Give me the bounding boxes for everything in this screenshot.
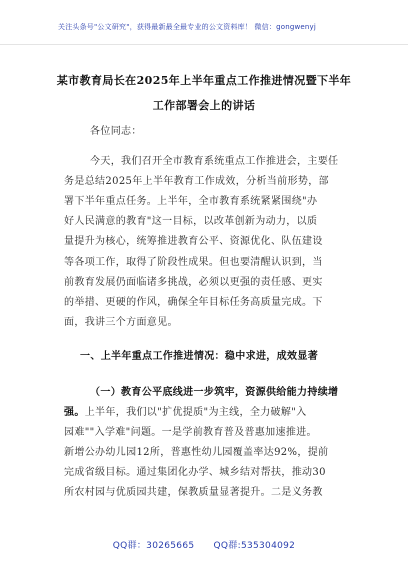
subsection-heading-1: （一）教育公平底线进一步筑牢，资源供给能力持续增 — [90, 387, 339, 398]
paragraph-line: 务是总结2025年上半年教育工作成效，分析当前形势，部 — [64, 176, 329, 187]
header-bar — [0, 0, 408, 45]
subsection-heading-1-end: 强。 — [64, 407, 85, 418]
header-promo-text: 关注头条号"公文研究"，获得最新最全最专业的公文资料库！ 微信：gongwenyj — [58, 23, 317, 31]
footer-qq-group-1: QQ群：30265665 — [112, 541, 195, 551]
section-heading-1: 一、上半年重点工作推进情况：稳中求进，成效显著 — [80, 351, 319, 362]
document-title-line2: 工作部署会上的讲话 — [152, 99, 256, 112]
paragraph-line: 好人民满意的教育"这一目标，以改革创新为动力，以质 — [64, 216, 318, 227]
document-title-line1: 某市教育局长在2025年上半年重点工作推进情况暨下半年 — [56, 74, 352, 87]
paragraph-line: 园难""入学难"问题。一是学前教育普及普惠加速推进。 — [64, 427, 317, 438]
paragraph-line: 前教育发展仍面临诸多挑战，必须以更强的责任感、更实 — [64, 277, 323, 288]
paragraph-line: 等各项工作，取得了阶段性成果。但也要清醒认识到，当 — [64, 257, 323, 268]
paragraph-line: 量提升为核心，统筹推进教育公平、资源优化、队伍建设 — [64, 236, 323, 247]
paragraph-line: 所农村园与优质园共建，保教质量显著提升。二是义务教 — [64, 487, 323, 498]
footer-contacts — [0, 538, 408, 551]
footer-qq-group-2: QQ群:535304092 — [213, 541, 296, 551]
paragraph-line: 的举措、更硬的作风，确保全年目标任务高质量完成。下 — [64, 297, 323, 308]
paragraph-line-start: 上半年，我们以"扩优提质"为主线，全力破解"入 — [84, 407, 307, 418]
paragraph-line: 新增公办幼儿园12所，普惠性幼儿园覆盖率达92%，提前 — [64, 447, 329, 458]
paragraph-line: 面，我讲三个方面意见。 — [64, 317, 178, 328]
paragraph-line: 署下半年重点任务。上半年，全市教育系统紧紧围绕"办 — [64, 196, 318, 207]
salutation: 各位同志： — [90, 126, 142, 137]
paragraph-line: 今天，我们召开全市教育系统重点工作推进会，主要任 — [90, 156, 339, 167]
paragraph-line: 完成省级目标。通过集团化办学、城乡结对帮扶，推动30 — [64, 467, 326, 478]
paragraph-line-mixed — [64, 406, 354, 419]
